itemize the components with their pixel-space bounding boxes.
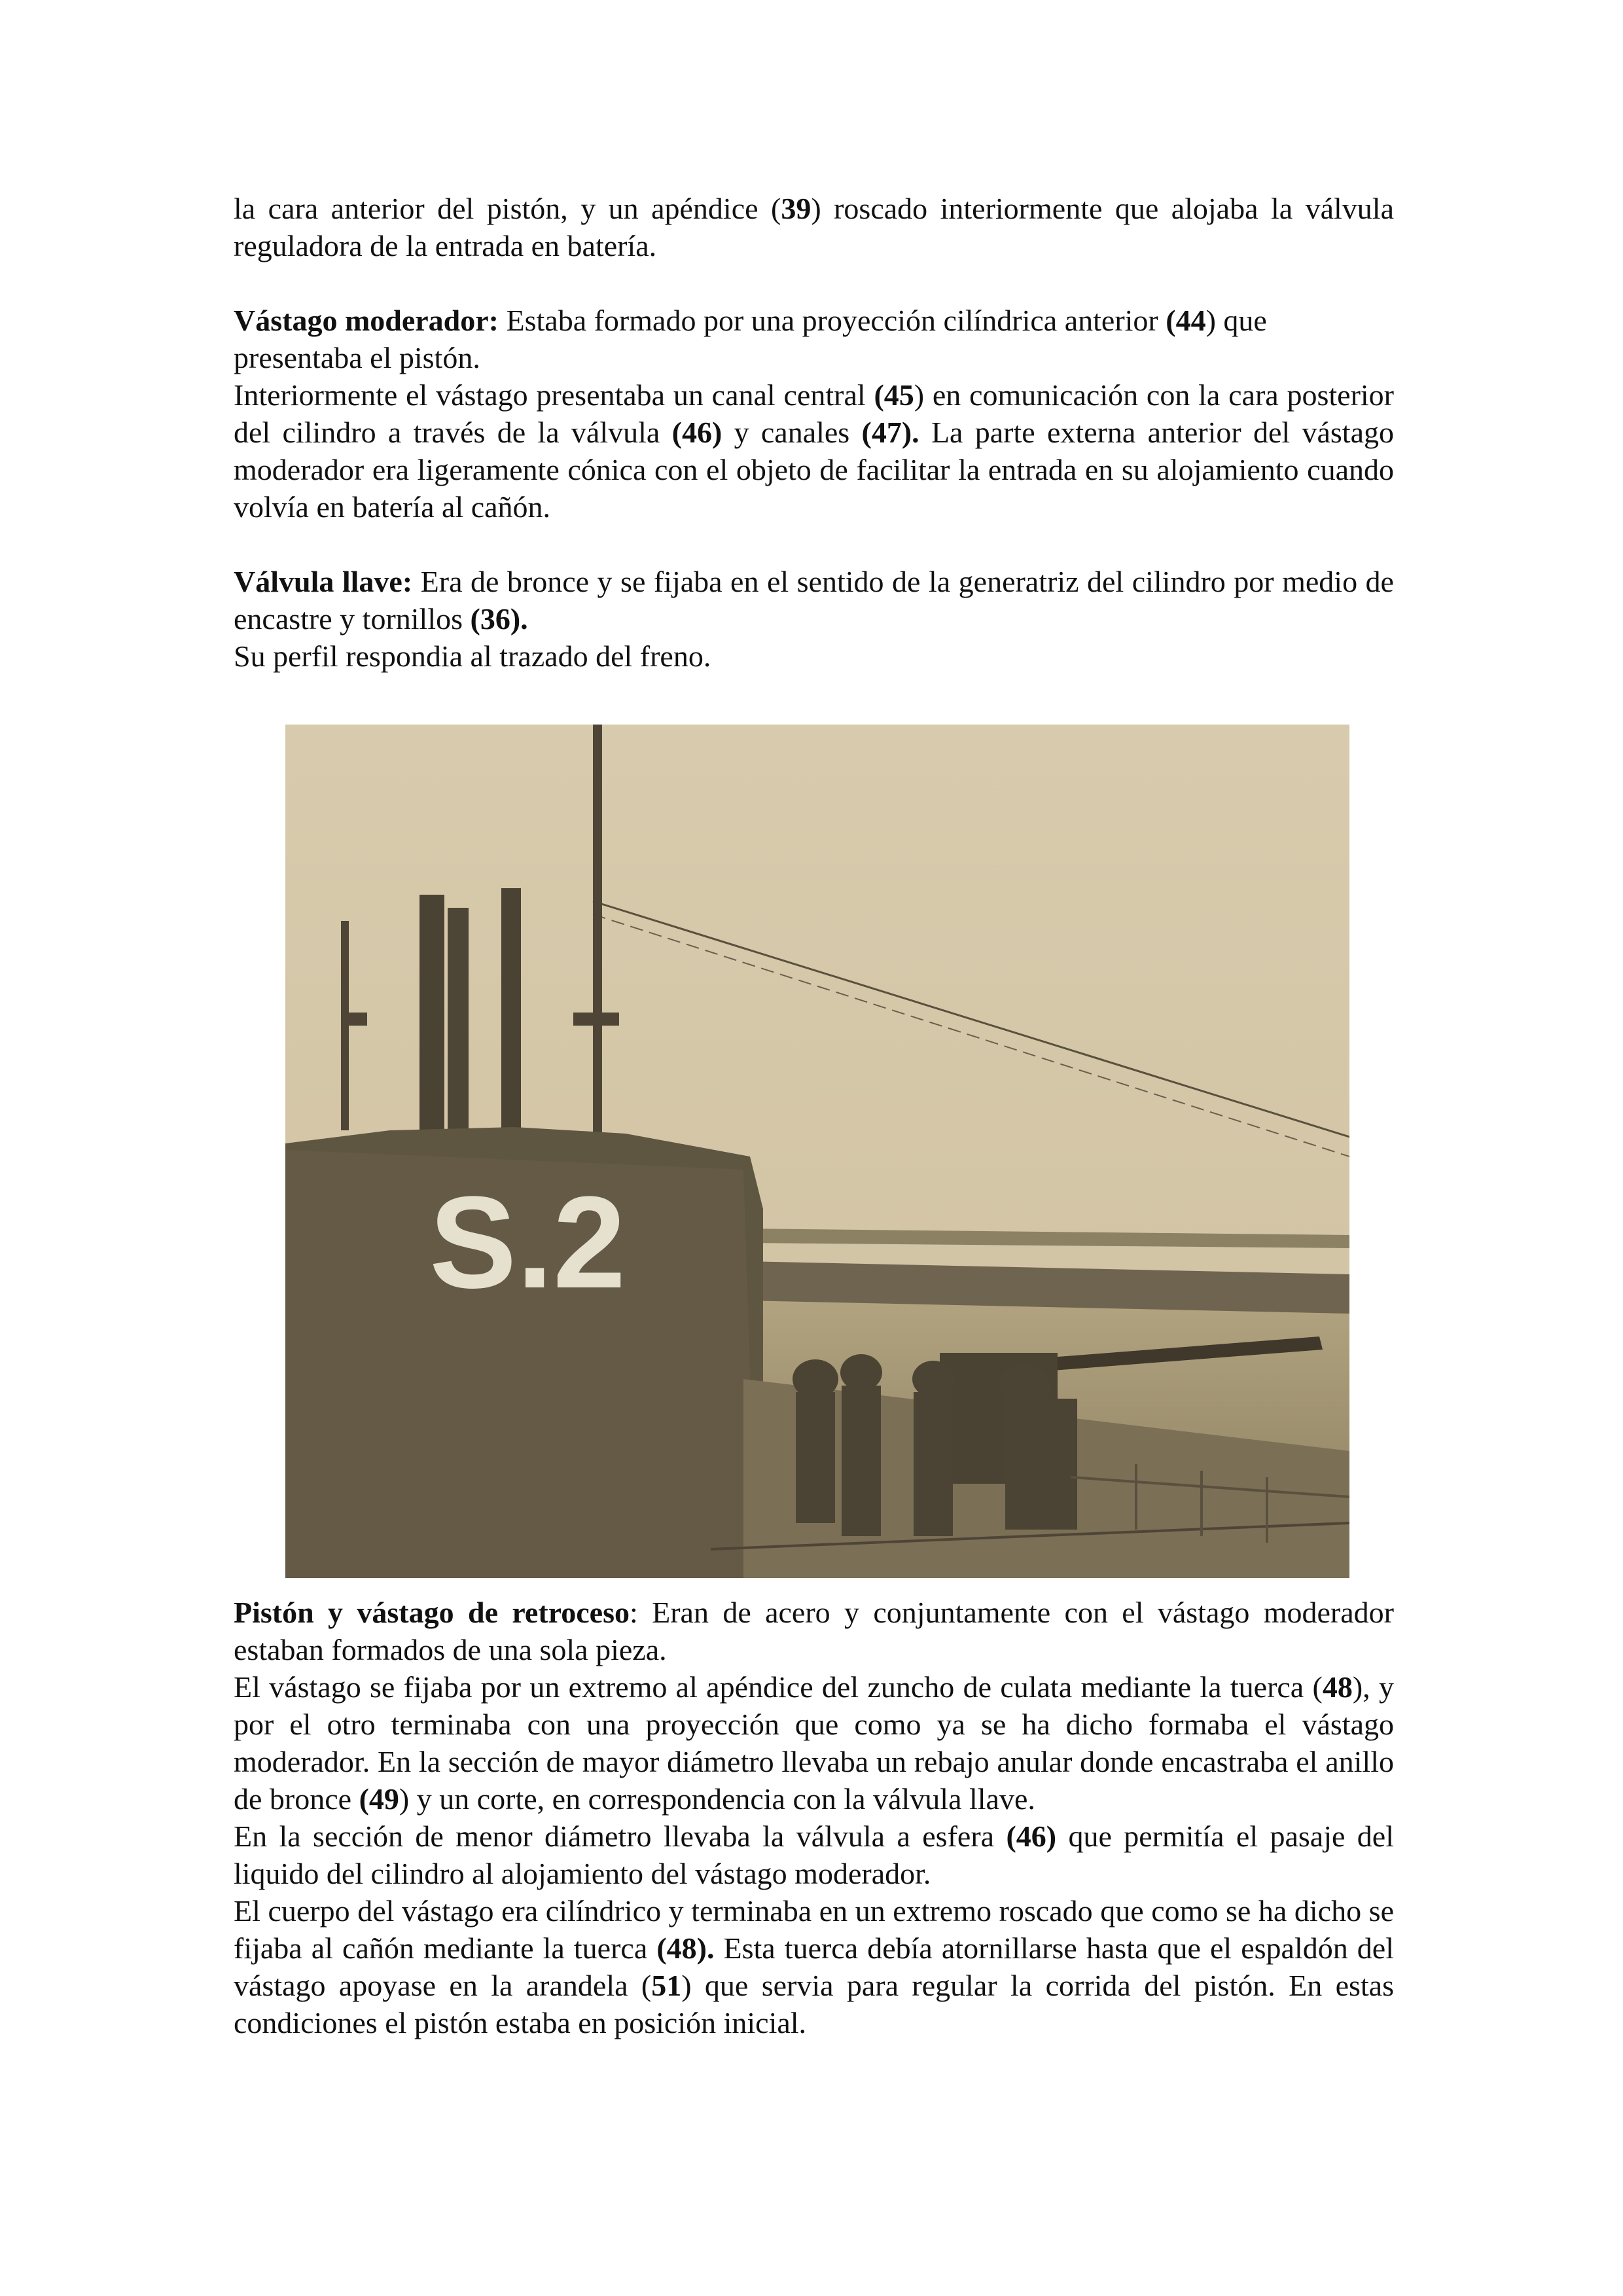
paragraph-interior-vastago: Interiormente el vástago presentaba un canal central (45) en comunicación con la cara posterior del cilindro a través de la válvula (46) y canales (47). La parte externa anterior del vástago moderador era ligeramente cónica con el objeto de facilitar la entrada en su alojamiento cuando volvía en batería al cañón. (234, 378, 1394, 524)
ref-number: (48). (656, 1931, 715, 1965)
text-block-bottom (234, 1594, 1394, 2041)
ref-number: (36). (470, 602, 528, 636)
submarine-photo-icon (285, 725, 1349, 1578)
paragraph-piston-retroceso: Pistón y vástago de retroceso: Eran de acero y conjuntamente con el vástago moderador estaban formados de una sola pieza. (234, 1596, 1394, 1666)
text-block-top (234, 190, 1394, 675)
paragraph-valvula-llave: Válvula llave: Era de bronce y se fijaba en el sentido de la generatriz del cilindro por medio de encastre y tornillos (36). (234, 565, 1394, 636)
paragraph-perfil: Su perfil respondia al trazado del freno. (234, 639, 711, 673)
paragraph-valvula-esfera: En la sección de menor diámetro llevaba la válvula a esfera (46) que permitía el pasaje del liquido del cilindro al alojamiento del vástago moderador. (234, 1820, 1394, 1890)
ref-number: (46) (671, 416, 722, 449)
section-heading: Válvula llave: (234, 565, 413, 598)
ref-number: (44 (1166, 304, 1206, 337)
ref-number: 51 (651, 1969, 682, 2002)
section-heading: Pistón y vástago de retroceso (234, 1596, 630, 1629)
submarine-photo (285, 725, 1349, 1578)
paragraph-piston-face: la cara anterior del pistón, y un apéndice (39) roscado interiormente que alojaba la válvula reguladora de la entrada en batería. (234, 192, 1395, 262)
paragraph-cuerpo-vastago: El cuerpo del vástago era cilíndrico y terminaba en un extremo roscado que como se ha dicho se fijaba al cañón mediante la tuerca (48). Esta tuerca debía atornillarse hasta que el espaldón del vástago apoyase en la arandela (51) que servia para regular la corrida del pistón. En estas condiciones el pistón estaba en posición inicial. (234, 1894, 1394, 2039)
paragraph-fijacion-vastago: El vástago se fijaba por un extremo al apéndice del zuncho de culata mediante la tuerca (48), y por el otro terminaba con una proyección que como ya se ha dicho formaba el vástago moderador. En la sección de mayor diámetro llevaba un rebajo anular donde encastraba el anillo de bronce (49) y un corte, en correspondencia con la válvula llave. (234, 1670, 1394, 1816)
paragraph-vastago-moderador: Vástago moderador: Estaba formado por una proyección cilíndrica anterior (44) que presentaba el pistón. (234, 304, 1267, 374)
hull-number: S.2 (429, 1170, 626, 1316)
ref-number: 48 (1322, 1670, 1353, 1704)
ref-number: (47). (861, 416, 919, 449)
ref-number: (46) (1006, 1820, 1057, 1853)
section-heading: Vástago moderador: (234, 304, 499, 337)
ref-number: 39 (781, 192, 812, 225)
ref-number: (49 (359, 1782, 399, 1816)
ref-number: (45 (874, 378, 914, 412)
